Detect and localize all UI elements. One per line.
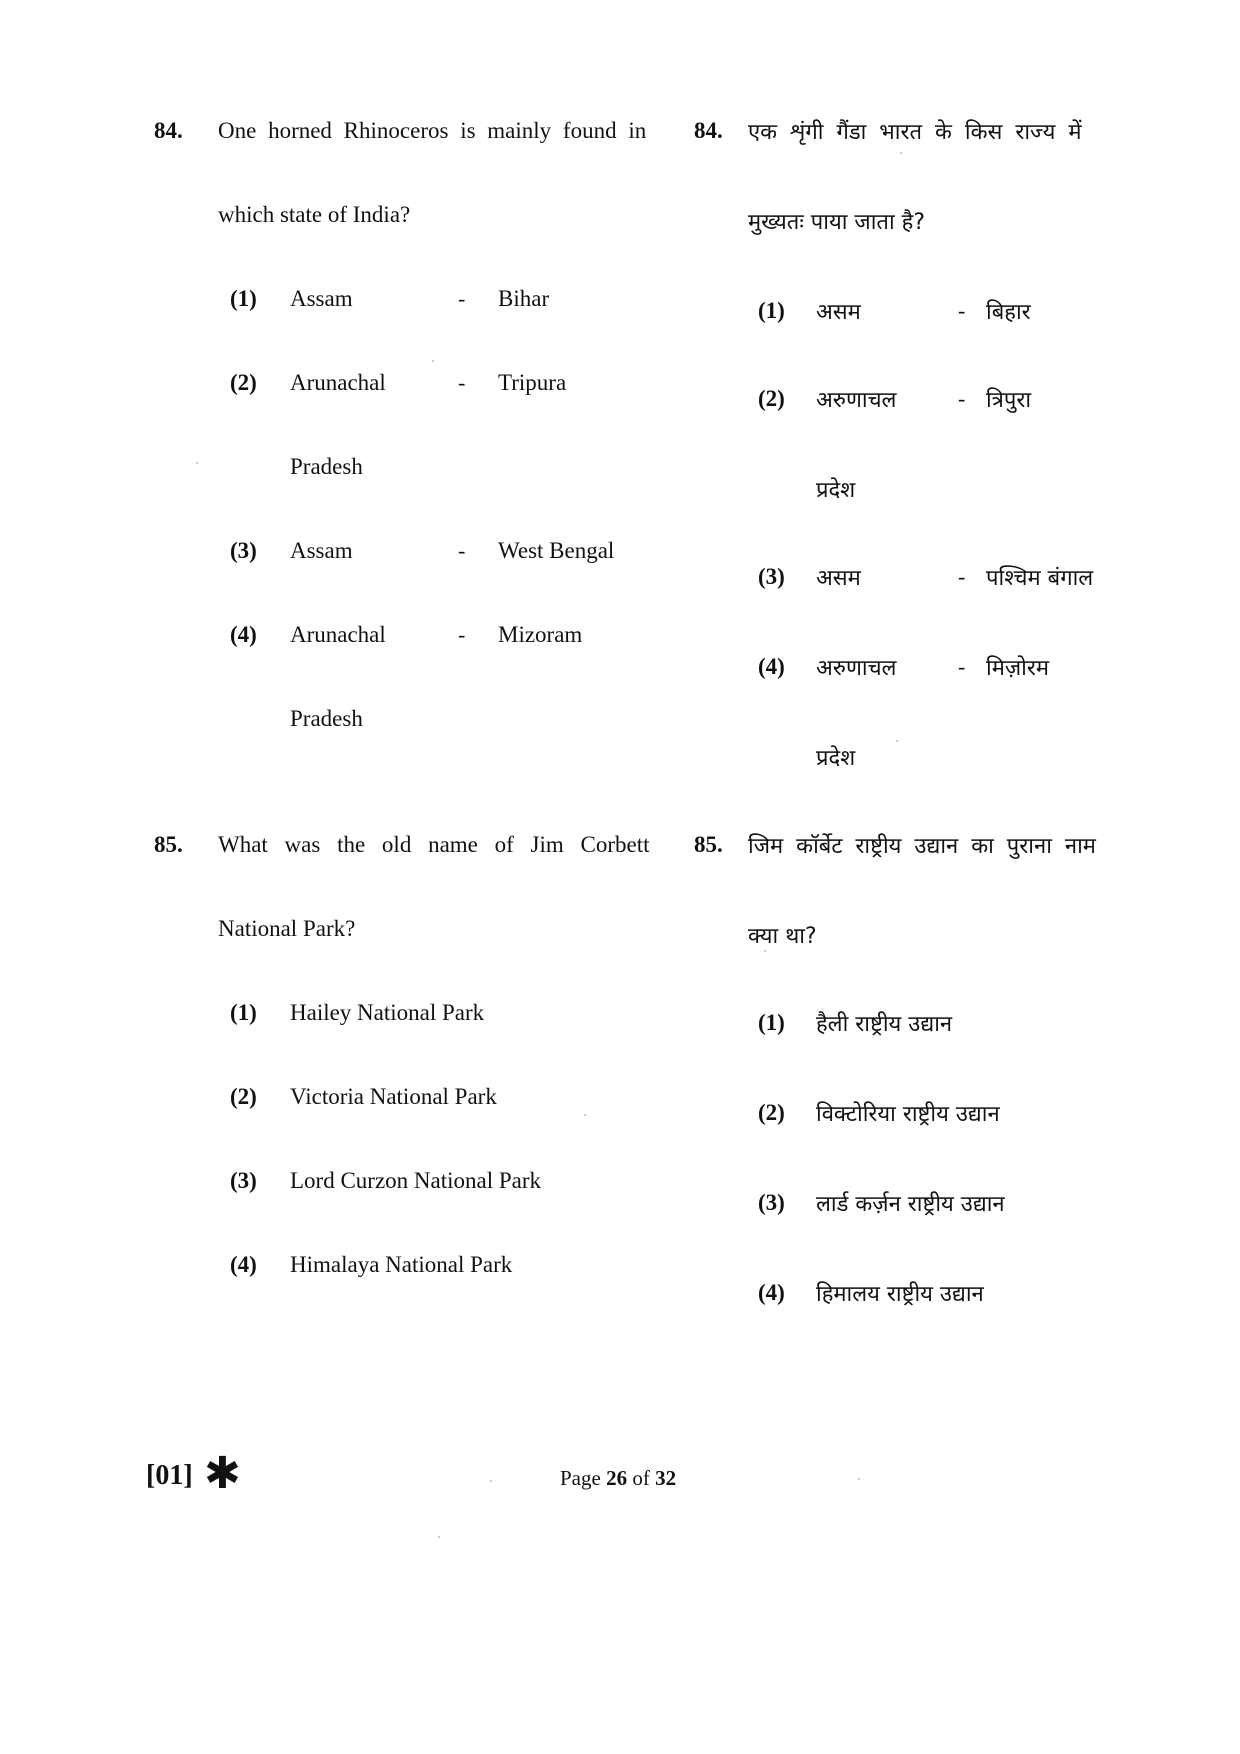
option-a: अरुणाचल <box>816 656 897 681</box>
question-text-line1: जिम कॉर्बेट राष्ट्रीय उद्यान का पुराना नाम <box>748 834 1096 859</box>
option-label: (4) <box>230 1252 257 1277</box>
paper-code: [01] <box>146 1460 193 1491</box>
option-label: (3) <box>758 564 785 589</box>
scan-speck <box>490 1480 492 1482</box>
scan-speck <box>764 950 766 952</box>
asterisk-icon: ✱ <box>204 1448 241 1499</box>
option-text: लार्ड कर्ज़न राष्ट्रीय उद्यान <box>816 1192 1005 1217</box>
scan-speck <box>584 1114 586 1116</box>
option-label: (1) <box>230 1000 257 1025</box>
scan-speck <box>896 740 898 742</box>
option-text: Victoria National Park <box>290 1084 497 1109</box>
scan-speck <box>432 360 434 362</box>
option-label: (2) <box>758 1100 785 1125</box>
option-label: (3) <box>230 1168 257 1193</box>
question-number: 84. <box>694 118 723 143</box>
scan-speck <box>196 462 198 464</box>
option-dash: - <box>958 654 966 679</box>
option-a: Arunachal <box>290 622 386 647</box>
option-label: (2) <box>230 370 257 395</box>
option-a: असम <box>816 566 861 591</box>
option-label: (1) <box>758 298 785 323</box>
question-text-line2: मुख्यतः पाया जाता है? <box>748 210 926 235</box>
option-text: विक्टोरिया राष्ट्रीय उद्यान <box>816 1102 1000 1127</box>
option-label: (2) <box>230 1084 257 1109</box>
option-b: Bihar <box>498 286 550 311</box>
option-label: (2) <box>758 386 785 411</box>
option-dash: - <box>958 298 966 323</box>
option-text: हैली राष्ट्रीय उद्यान <box>816 1012 953 1037</box>
question-text-line2: क्या था? <box>748 924 817 949</box>
option-label: (1) <box>758 1010 785 1035</box>
option-text: हिमालय राष्ट्रीय उद्यान <box>816 1282 984 1307</box>
option-dash: - <box>458 370 466 395</box>
option-text: Himalaya National Park <box>290 1252 513 1277</box>
option-a-cont: Pradesh <box>290 706 363 731</box>
scan-speck <box>858 1478 860 1480</box>
option-a: अरुणाचल <box>816 388 897 413</box>
option-b: Mizoram <box>498 622 583 647</box>
option-b: West Bengal <box>498 538 615 563</box>
option-dash: - <box>958 564 966 589</box>
option-label: (3) <box>230 538 257 563</box>
question-number: 84. <box>154 118 183 143</box>
question-number: 85. <box>694 832 723 857</box>
question-text-line1: What was the old name of Jim Corbett <box>218 832 650 857</box>
option-text: Hailey National Park <box>290 1000 485 1025</box>
option-b: पश्चिम बंगाल <box>986 566 1094 591</box>
option-a-cont: प्रदेश <box>816 746 856 771</box>
scan-speck <box>438 1536 440 1538</box>
option-dash: - <box>958 386 966 411</box>
option-text: Lord Curzon National Park <box>290 1168 542 1193</box>
option-a: Arunachal <box>290 370 386 395</box>
question-number: 85. <box>154 832 183 857</box>
option-a-cont: Pradesh <box>290 454 363 479</box>
question-text-line2: which state of India? <box>218 202 411 227</box>
option-label: (4) <box>758 1280 785 1305</box>
option-dash: - <box>458 538 466 563</box>
option-label: (1) <box>230 286 257 311</box>
question-text-line2: National Park? <box>218 916 356 941</box>
option-label: (4) <box>230 622 257 647</box>
option-a: असम <box>816 300 861 325</box>
option-a-cont: प्रदेश <box>816 478 856 503</box>
option-b: बिहार <box>986 300 1031 325</box>
option-label: (3) <box>758 1190 785 1215</box>
option-a: Assam <box>290 286 353 311</box>
option-b: मिज़ोरम <box>986 656 1050 681</box>
option-a: Assam <box>290 538 353 563</box>
option-dash: - <box>458 622 466 647</box>
option-label: (4) <box>758 654 785 679</box>
question-text-line1: एक शृंगी गैंडा भारत के किस राज्य में <box>748 120 1082 145</box>
option-dash: - <box>458 286 466 311</box>
option-b: त्रिपुरा <box>986 388 1032 413</box>
page-number: Page 26 of 32 <box>560 1466 677 1490</box>
question-text-line1: One horned Rhinoceros is mainly found in <box>218 118 647 143</box>
scan-speck <box>900 152 902 154</box>
option-b: Tripura <box>498 370 567 395</box>
